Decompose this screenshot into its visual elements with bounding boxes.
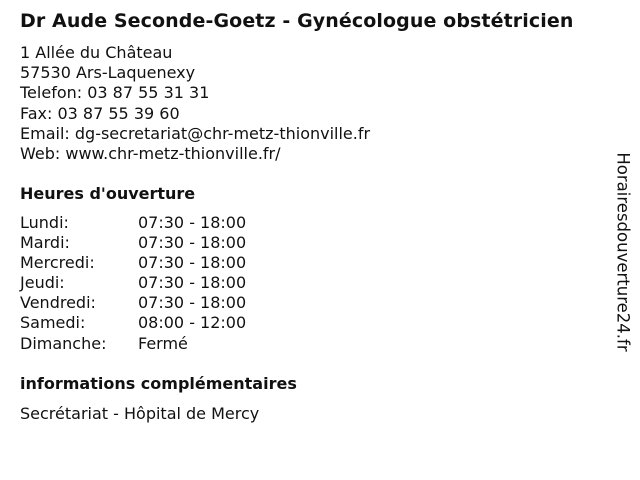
web-label: Web: [20,144,66,164]
hours-time: 07:30 - 18:00 [138,253,247,273]
hours-day: Mardi: [20,233,70,253]
hours-time: 07:30 - 18:00 [138,293,247,313]
address-line-2: 57530 Ars-Laquenexy [20,63,196,83]
hours-row [20,334,246,354]
hours-heading: Heures d'ouverture [20,184,196,203]
email-label: Email: [20,123,75,143]
hours-time: 07:30 - 18:00 [138,213,247,232]
hours-time: Fermé [138,333,188,353]
hours-row [20,233,246,253]
email-line [20,124,370,144]
info-heading: informations complémentaires [20,374,297,393]
hours-row [20,253,246,273]
address-line-1: 1 Allée du Château [20,43,173,62]
hours-day: Dimanche: [20,333,107,353]
info-text: Secrétariat - Hôpital de Mercy [20,404,260,423]
site-watermark: Horairesdouverture24.fr [613,152,633,352]
web-line [20,144,370,164]
contact-block [20,43,370,164]
email-link[interactable]: dg-secretariat@chr-metz-thionville.fr [74,123,371,143]
hours-day: Vendredi: [20,293,96,313]
hours-row [20,293,246,313]
hours-day: Samedi: [20,313,86,333]
hours-table [20,213,246,354]
hours-time: 07:30 - 18:00 [138,273,247,293]
hours-row [20,273,246,293]
fax-line: Fax: 03 87 55 39 60 [20,103,180,123]
hours-row [20,213,246,233]
phone-line: Telefon: 03 87 55 31 31 [20,83,210,103]
hours-day: Lundi: [20,213,69,232]
web-link[interactable]: www.chr-metz-thionville.fr/ [65,144,281,164]
hours-time: 07:30 - 18:00 [138,233,247,253]
hours-day: Jeudi: [20,273,65,293]
hours-row [20,313,246,333]
hours-day: Mercredi: [20,253,95,273]
listing-title: Dr Aude Seconde-Goetz - Gynécologue obstétricien [20,10,574,32]
hours-time: 08:00 - 12:00 [138,313,247,333]
